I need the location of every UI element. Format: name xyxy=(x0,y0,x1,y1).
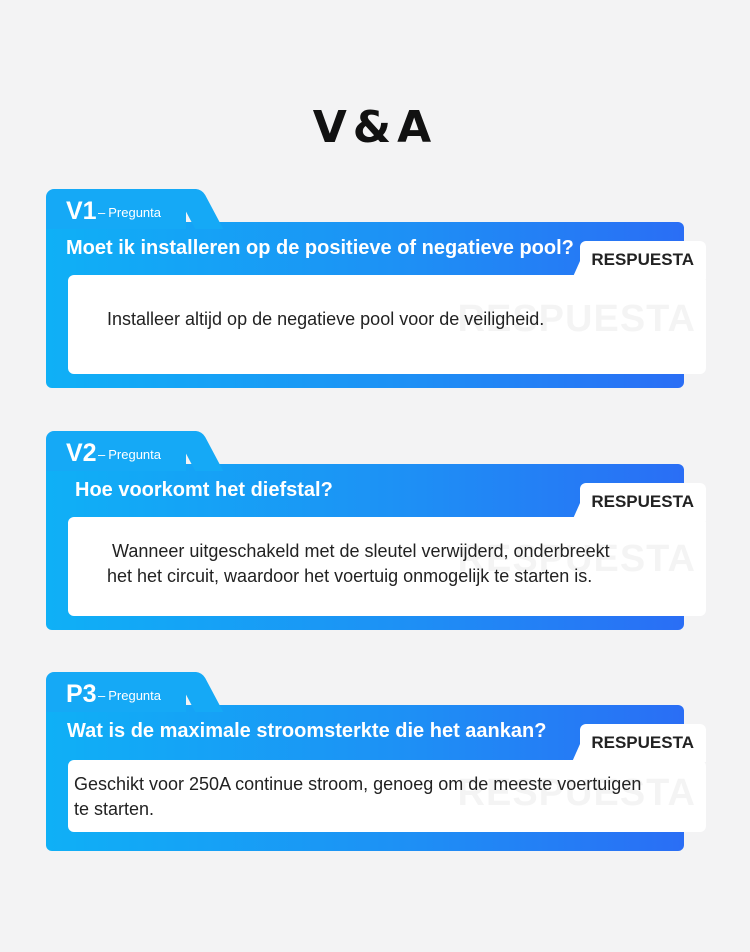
answer-text-line-1: Wanneer uitgeschakeld met de sleutel verwijderd, onderbreekt xyxy=(112,541,610,561)
page-title: V&A xyxy=(312,102,438,153)
answer-label: RESPUESTA xyxy=(591,250,694,269)
answer-box xyxy=(68,760,706,832)
question-number: V2 xyxy=(66,439,97,467)
qa-card-2 xyxy=(46,431,706,630)
question-tag-label: Pregunta xyxy=(108,447,161,462)
answer-text-line-2: het het circuit, waardoor het voertuig onmogelijk te starten is. xyxy=(107,566,593,586)
qa-card-3 xyxy=(46,672,706,851)
question-text: Hoe voorkomt het diefstal? xyxy=(75,479,333,501)
question-tag: – Pregunta xyxy=(98,447,161,462)
answer-box xyxy=(68,517,706,616)
answer-label: RESPUESTA xyxy=(591,733,694,752)
answer-text: Installeer altijd op de negatieve pool voor de veiligheid. xyxy=(107,309,545,329)
qa-card-1 xyxy=(46,189,706,388)
question-tag-label: Pregunta xyxy=(108,205,161,220)
answer-text-line-1: Geschikt voor 250A continue stroom, genoeg om de meeste voertuigen xyxy=(74,774,642,794)
question-number: V1 xyxy=(66,197,97,225)
question-text: Moet ik installeren op de positieve of negatieve pool? xyxy=(66,237,574,259)
question-tag-label: Pregunta xyxy=(108,688,161,703)
question-number: P3 xyxy=(66,680,97,708)
question-tag: – Pregunta xyxy=(98,688,161,703)
answer-box xyxy=(68,275,706,374)
answer-text-line-2: te starten. xyxy=(74,799,155,819)
question-text: Wat is de maximale stroomsterkte die het aankan? xyxy=(67,720,547,742)
answer-label: RESPUESTA xyxy=(591,492,694,511)
question-tag: – Pregunta xyxy=(98,205,161,220)
